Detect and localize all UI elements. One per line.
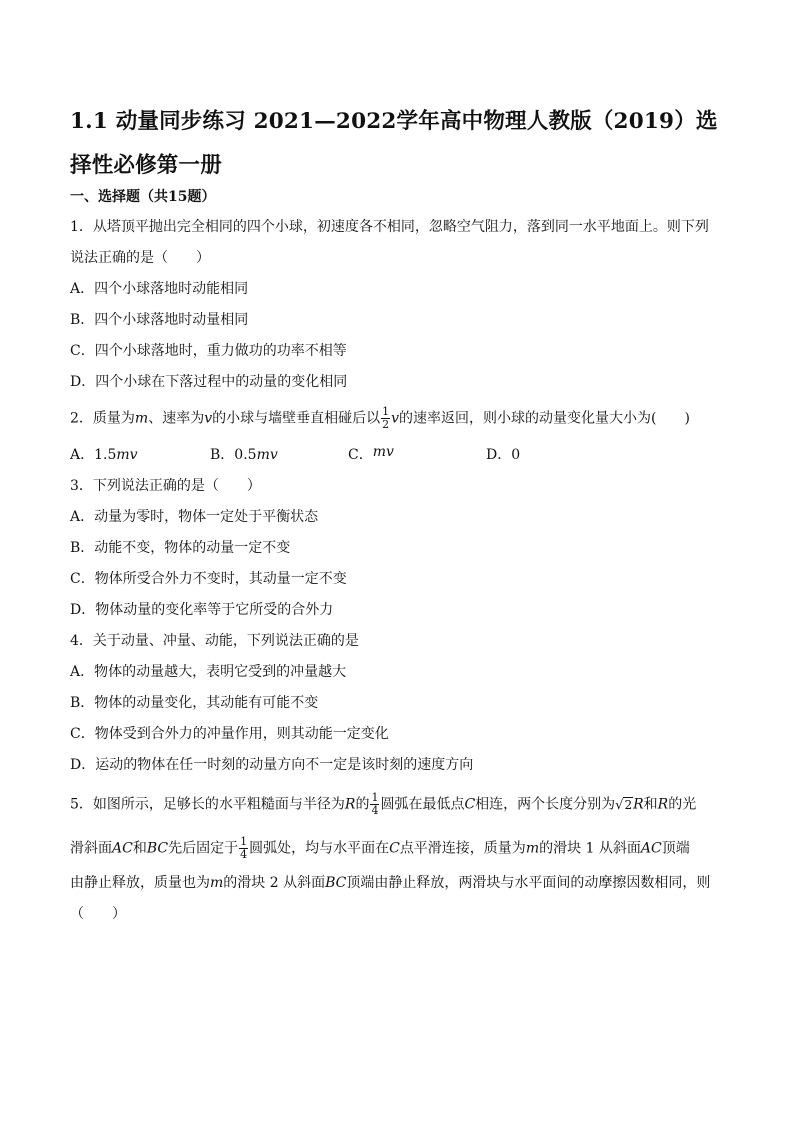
question-3-option-b: B．动能不变，物体的动量一定不变 xyxy=(70,540,291,556)
fraction-one-quarter: $\frac{1}{4}$ xyxy=(371,791,379,817)
question-5-blank: （ ） xyxy=(70,906,126,922)
question-2-option-c: C．mv xyxy=(348,444,394,463)
question-1-option-d: D．四个小球在下落过程中的动量的变化相同 xyxy=(70,374,348,390)
fraction-one-quarter-2: $\frac{1}{4}$ xyxy=(240,835,248,861)
question-1-stem-line2: 说法正确的是（ ） xyxy=(70,250,210,266)
question-1-option-a: A．四个小球落地时动能相同 xyxy=(70,281,249,297)
question-5-stem-line3: 由静止释放，质量也为m的滑块 2 从斜面BC顶端由静止释放，两滑块与水平面间的动摩擦因数相同，则 xyxy=(70,875,711,891)
question-1-stem-line1: 1．从塔顶平抛出完全相同的四个小球，初速度各不相同，忽略空气阻力，落到同一水平地面上。则下列 xyxy=(70,219,709,235)
question-3-option-a: A．动量为零时，物体一定处于平衡状态 xyxy=(70,509,319,525)
question-4-stem: 4．关于动量、冲量、动能，下列说法正确的是 xyxy=(70,633,359,649)
question-1-option-c: C．四个小球落地时，重力做功的功率不相等 xyxy=(70,343,347,359)
question-3-stem: 3．下列说法正确的是（ ） xyxy=(70,478,261,494)
question-2-option-a: A．1.5mv xyxy=(70,447,138,463)
question-3-option-c: C．物体所受合外力不变时，其动量一定不变 xyxy=(70,571,347,587)
page-title: 1.1 动量同步练习 2021—2022学年高中物理人教版（2019）选择性必修第一册 xyxy=(70,109,718,178)
question-4-option-a: A．物体的动量越大，表明它受到的冲量越大 xyxy=(70,664,347,680)
question-2-stem: 2．质量为m、速率为v的小球与墙壁垂直相碰后以 $\frac{1}{2}$ v的速率返回，则小球的动量变化量大小为( ) xyxy=(70,405,690,431)
section-heading: 一、选择题（共15题） xyxy=(70,189,216,205)
question-5-stem-line2: 滑斜面AC和BC先后固定于 $\frac{1}{4}$ 圆弧处，均与水平面在C点平滑连接，质量为m的滑块 1 从斜面AC顶端 xyxy=(70,835,690,861)
question-3-option-d: D．物体动量的变化率等于它所受的合外力 xyxy=(70,602,334,618)
question-5-stem-line1: 5．如图所示，足够长的水平粗糙面与半径为R的 $\frac{1}{4}$ 圆弧在最低点C相连，两个长度分别为√2R和R的光 xyxy=(70,791,697,817)
question-2-option-b: B．0.5mv xyxy=(210,447,278,463)
question-4-option-b: B．物体的动量变化，其动能有可能不变 xyxy=(70,695,319,711)
question-4-option-c: C．物体受到合外力的冲量作用，则其动能一定变化 xyxy=(70,726,389,742)
fraction-one-half: $\frac{1}{2}$ xyxy=(382,405,390,431)
question-4-option-d: D．运动的物体在任一时刻的动量方向不一定是该时刻的速度方向 xyxy=(70,757,474,773)
question-1-option-b: B．四个小球落地时动量相同 xyxy=(70,312,249,328)
sqrt-two: √2 xyxy=(615,797,633,813)
question-2-option-d: D．0 xyxy=(486,447,521,463)
